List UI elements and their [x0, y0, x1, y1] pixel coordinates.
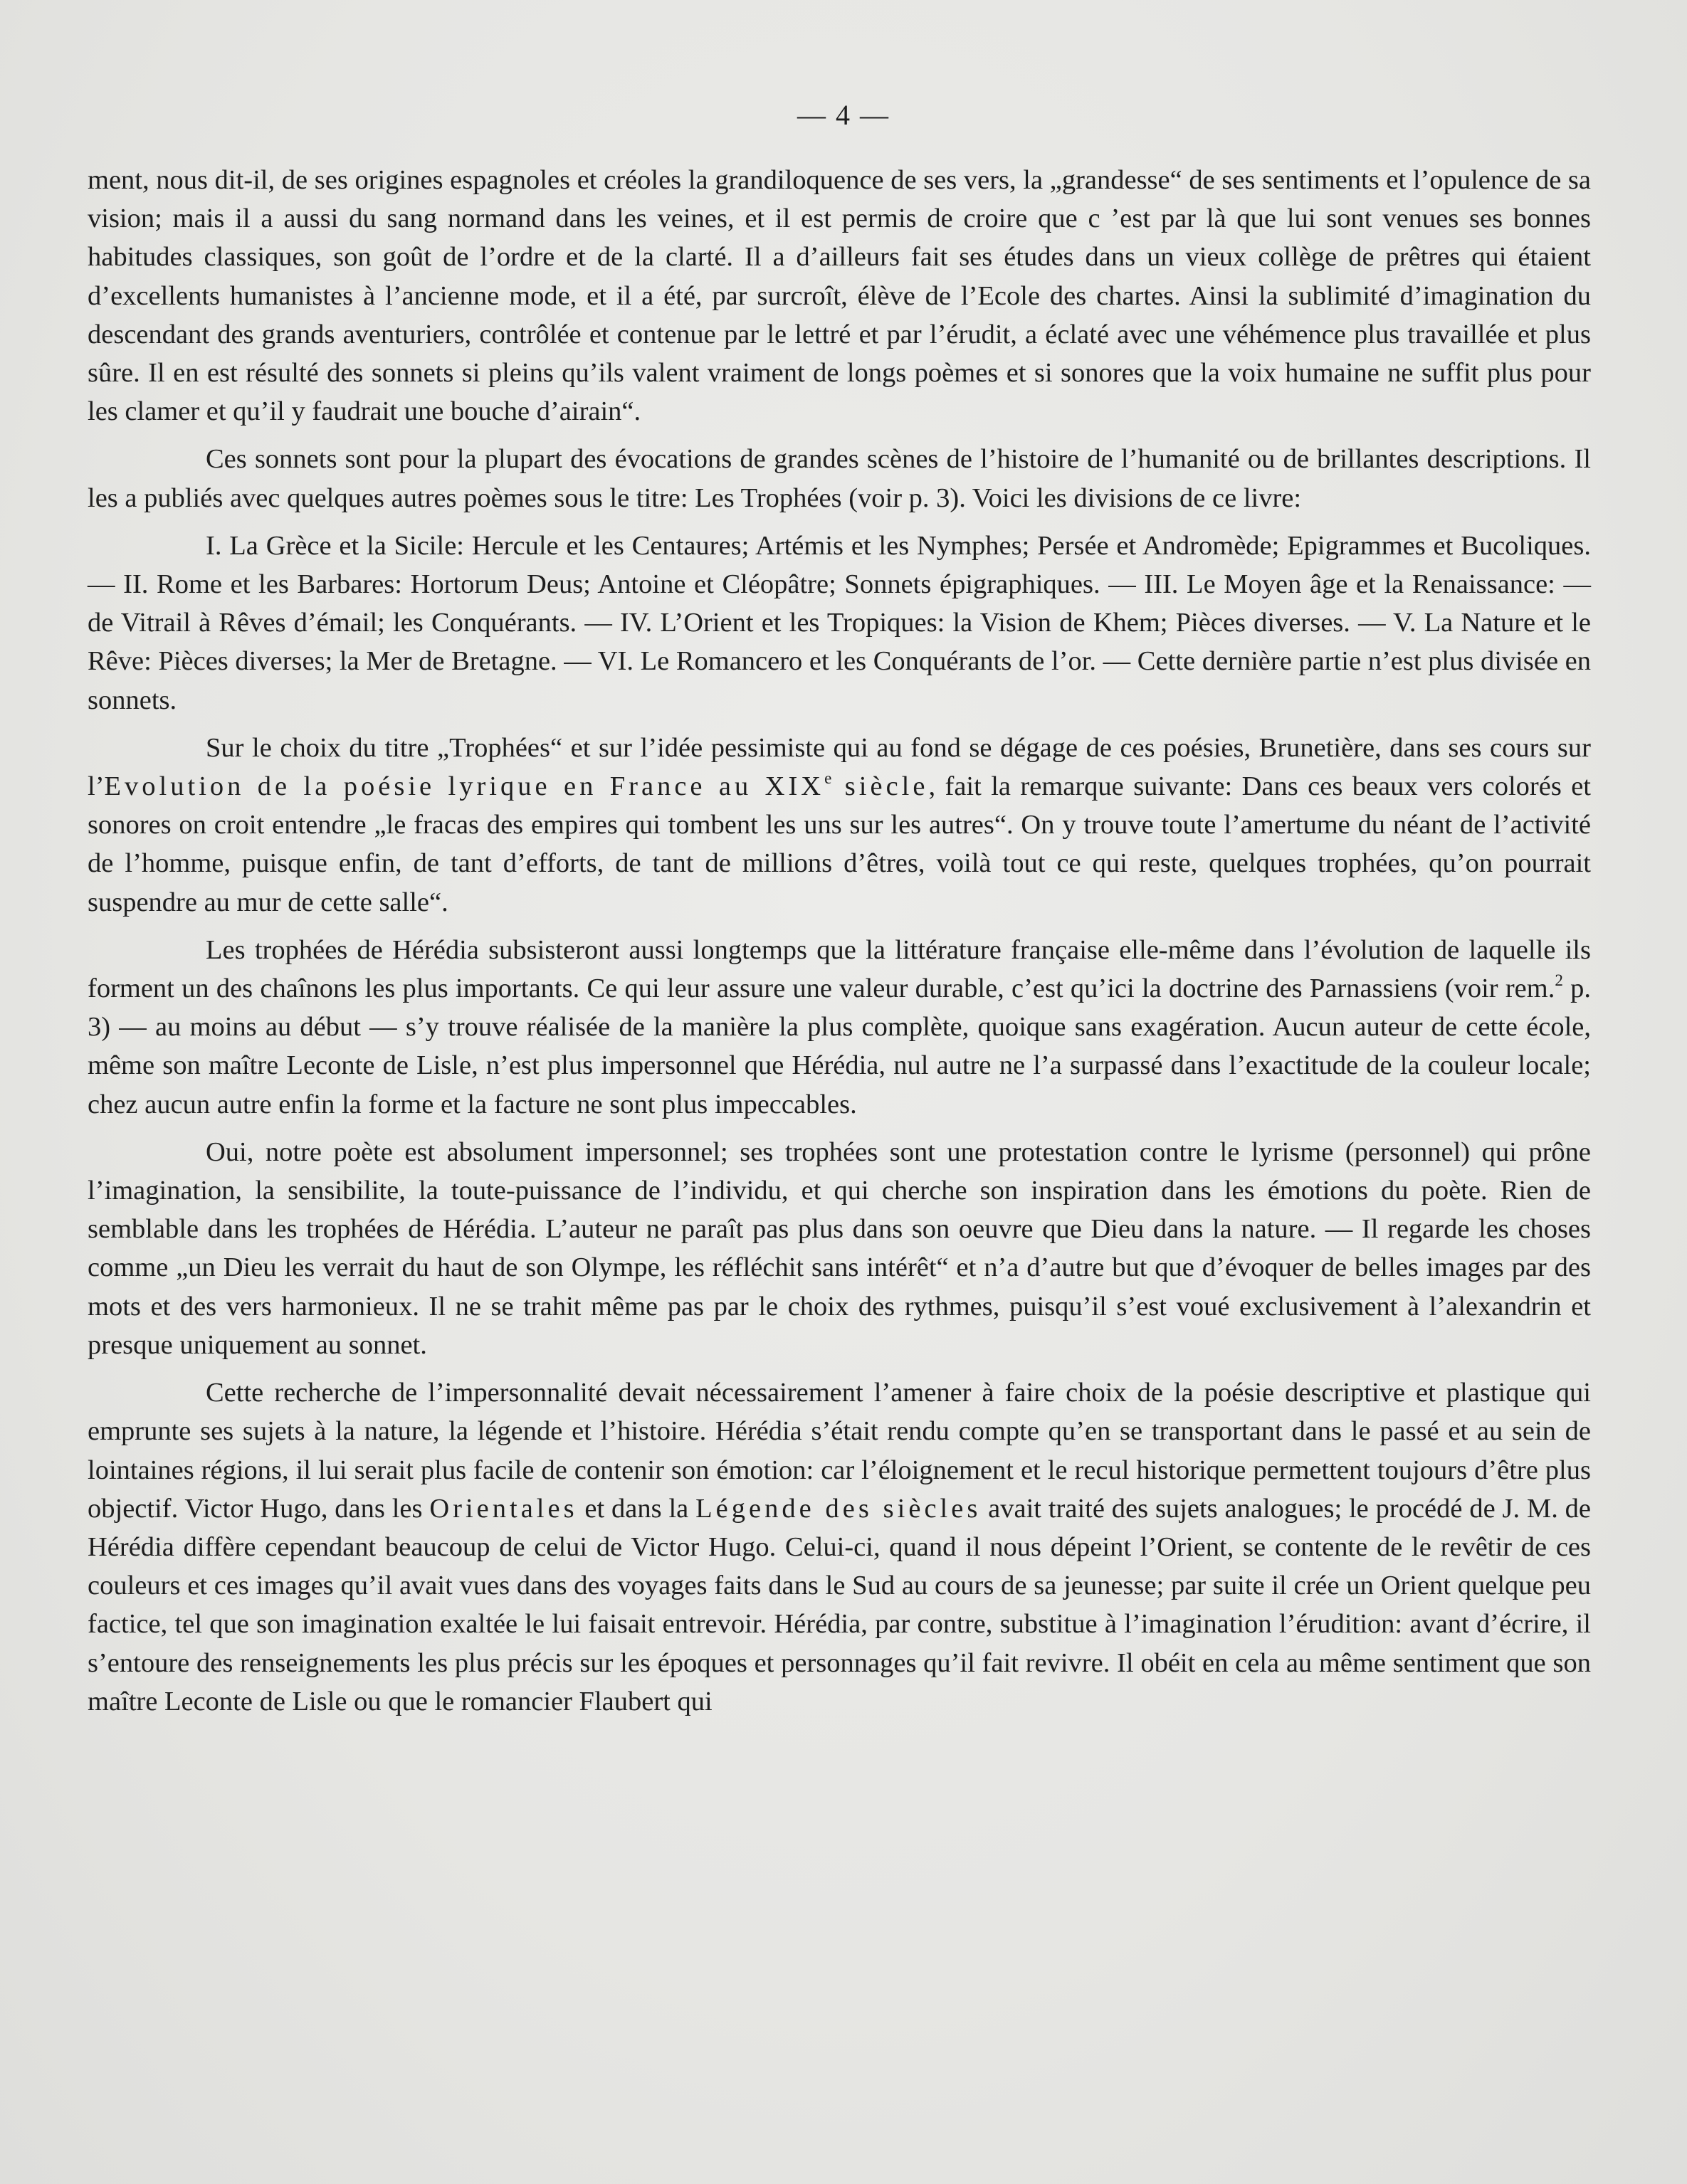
paragraph-7-text-b: avait traité des sujets analogues; le procédé de J. M. de Hérédia diffère cependant beaucoup de celui de Victor Hugo. Celui-ci, quand il nous dépeint l’Orient, se contente de le revêtir de ces couleurs et ces images qu’il avait vues dans des voyages faits dans le Sud au cours de sa jeunesse; par suite il crée un Orient quelque peu factice, tel que son imagination exaltée le lui faisait entrevoir. Hérédia, par contre, substitue à l’imagination l’érudition: avant d’écrire, il s’entoure des renseignements les plus précis sur les époques et personnages qu’il fait revivre. Il obéit en cela au même sentiment que son maître Leconte de Lisle ou que le romancier Flaubert qui: [88, 1493, 1592, 1716]
paragraph-7-text-mid: et dans la: [577, 1493, 696, 1524]
paragraph-5-text-b: p. 3) — au moins au début — s’y trouve réalisée de la manière la plus complète, quoique sans exagération. Aucun auteur de cette école, même son maître Leconte de Lisle, n’est plus impersonnel que Hérédia, nul autre ne l’a surpassé dans l’exactitude de la couleur locale; chez aucun autre enfin la forme et la facture ne sont plus impeccables.: [88, 974, 1592, 1119]
course-title-end: siècle: [831, 771, 929, 802]
paragraph-6: Oui, notre poète est absolument impersonnel; ses trophées sont une protestation contre le lyrisme (personnel) qui prône l’imagination, la sensibilite, la toute-puissance de l’individu, et qui cherche son inspiration dans les émotions du poète. Rien de semblable dans les trophées de Hérédia. L’auteur ne paraît pas plus dans son oeuvre que Dieu dans la nature. — Il regarde les choses comme „un Dieu les verrait du haut de son Olympe, les réfléchit sans intérêt“ et n’a d’autre but que d’évoquer de belles images par des mots et des vers harmonieux. Il ne se trahit même pas par le choix des rythmes, puisqu’il s’est voué exclusivement à l’alexandrin et presque uniquement au sonnet.: [88, 1136, 1591, 1360]
paragraph-5-text-a: Les trophées de Hérédia subsisteront aussi longtemps que la littérature française elle-même dans l’évolution de laquelle ils forment un des chaînons les plus importants. Ce qui leur assure une valeur durable, c’est qu’ici la doctrine des Parnassiens (voir rem.: [88, 934, 1591, 1004]
remark-superscript: 2: [1555, 970, 1563, 989]
paragraph-4: [88, 729, 1591, 922]
paragraph-7: [88, 1373, 1591, 1721]
work-title-legende: Légende des siècles: [695, 1493, 982, 1524]
paragraph-1: ment, nous dit-il, de ses origines espagnoles et créoles la grandiloquence de ses vers, la „grandesse“ de ses sentiments et l’opulence de sa vision; mais il a aussi du sang normand dans les veines, et il est permis de croire que c ’est par là que lui sont venues ses bonnes habitudes classiques, son goût de l’ordre et de la clarté. Il a d’ailleurs fait ses études dans un vieux collège de prêtres qui étaient d’excellents humanistes à l’ancienne mode, et il a été, par surcroît, élève de l’Ecole des chartes. Ainsi la sublimité d’imagination du descendant des grands aventuriers, contrôlée et contenue par le lettré et par l’érudit, a éclaté avec une véhémence plus travaillée et plus sûre. Il en est résulté des sonnets si pleins qu’ils valent vraiment de longs poèmes et si sonores que la voix humaine ne suffit plus pour les clamer et qu’il y faudrait une bouche d’airain“.: [88, 165, 1591, 427]
course-title: Evolution de la poésie lyrique en France au XIX: [104, 771, 825, 802]
paragraph-2: Ces sonnets sont pour la plupart des évocations de grandes scènes de l’histoire de l’humanité ou de brillantes descriptions. Il les a publiés avec quelques autres poèmes sous le titre: Les Trophées (voir p. 3). Voici les divisions de ce livre:: [88, 444, 1591, 513]
page-number: — 4 —: [797, 99, 890, 131]
century-superscript: e: [824, 768, 832, 787]
paragraph-5: [88, 931, 1591, 1124]
paragraph-3: I. La Grèce et la Sicile: Hercule et les Centaures; Artémis et les Nymphes; Persée et Andromède; Epigrammes et Bucoliques. — II. Rome et les Barbares: Hortorum Deus; Antoine et Cléopâtre; Sonnets épigraphiques. — III. Le Moyen âge et la Renaissance: — de Vitrail à Rêves d’émail; les Conquérants. — IV. L’Orient et les Tropiques: la Vision de Khem; Pièces diverses. — V. La Nature et le Rêve: Pièces diverses; la Mer de Bretagne. — VI. Le Romancero et les Conquérants de l’or. — Cette dernière partie n’est plus divisée en sonnets.: [88, 530, 1591, 715]
work-title-orientales: Orientales: [429, 1493, 578, 1524]
body-text: [88, 161, 1591, 1730]
paragraph-7-text-a: Cette recherche de l’impersonnalité devait nécessairement l’amener à faire choix de la poésie descriptive et plastique qui emprunte ses sujets à la nature, la légende et l’histoire. Hérédia s’était rendu compte qu’en se transportant dans le passé et au sein de lointaines régions, il lui serait plus facile de contenir son émotion: car l’éloignement et le recul historique permettent toujours d’être plus objectif. Victor Hugo, dans les: [88, 1378, 1591, 1524]
paragraph-4-text-a: Sur le choix du titre „Trophées“ et sur l’idée pessimiste qui au fond se dégage de ces poésies, Brunetière, dans ses cours sur l’: [88, 732, 1591, 802]
paragraph-4-text-b: , fait la remarque suivante: Dans ces beaux vers colorés et sonores on croit entendre „le fracas des empires qui tombent les uns sur les autres“. On y trouve toute l’amertume du néant de l’activité de l’homme, puisque enfin, de tant d’efforts, de tant de millions d’êtres, voilà tout ce qui reste, quelques trophées, qu’on pourrait suspendre au mur de cette salle“.: [88, 771, 1592, 917]
